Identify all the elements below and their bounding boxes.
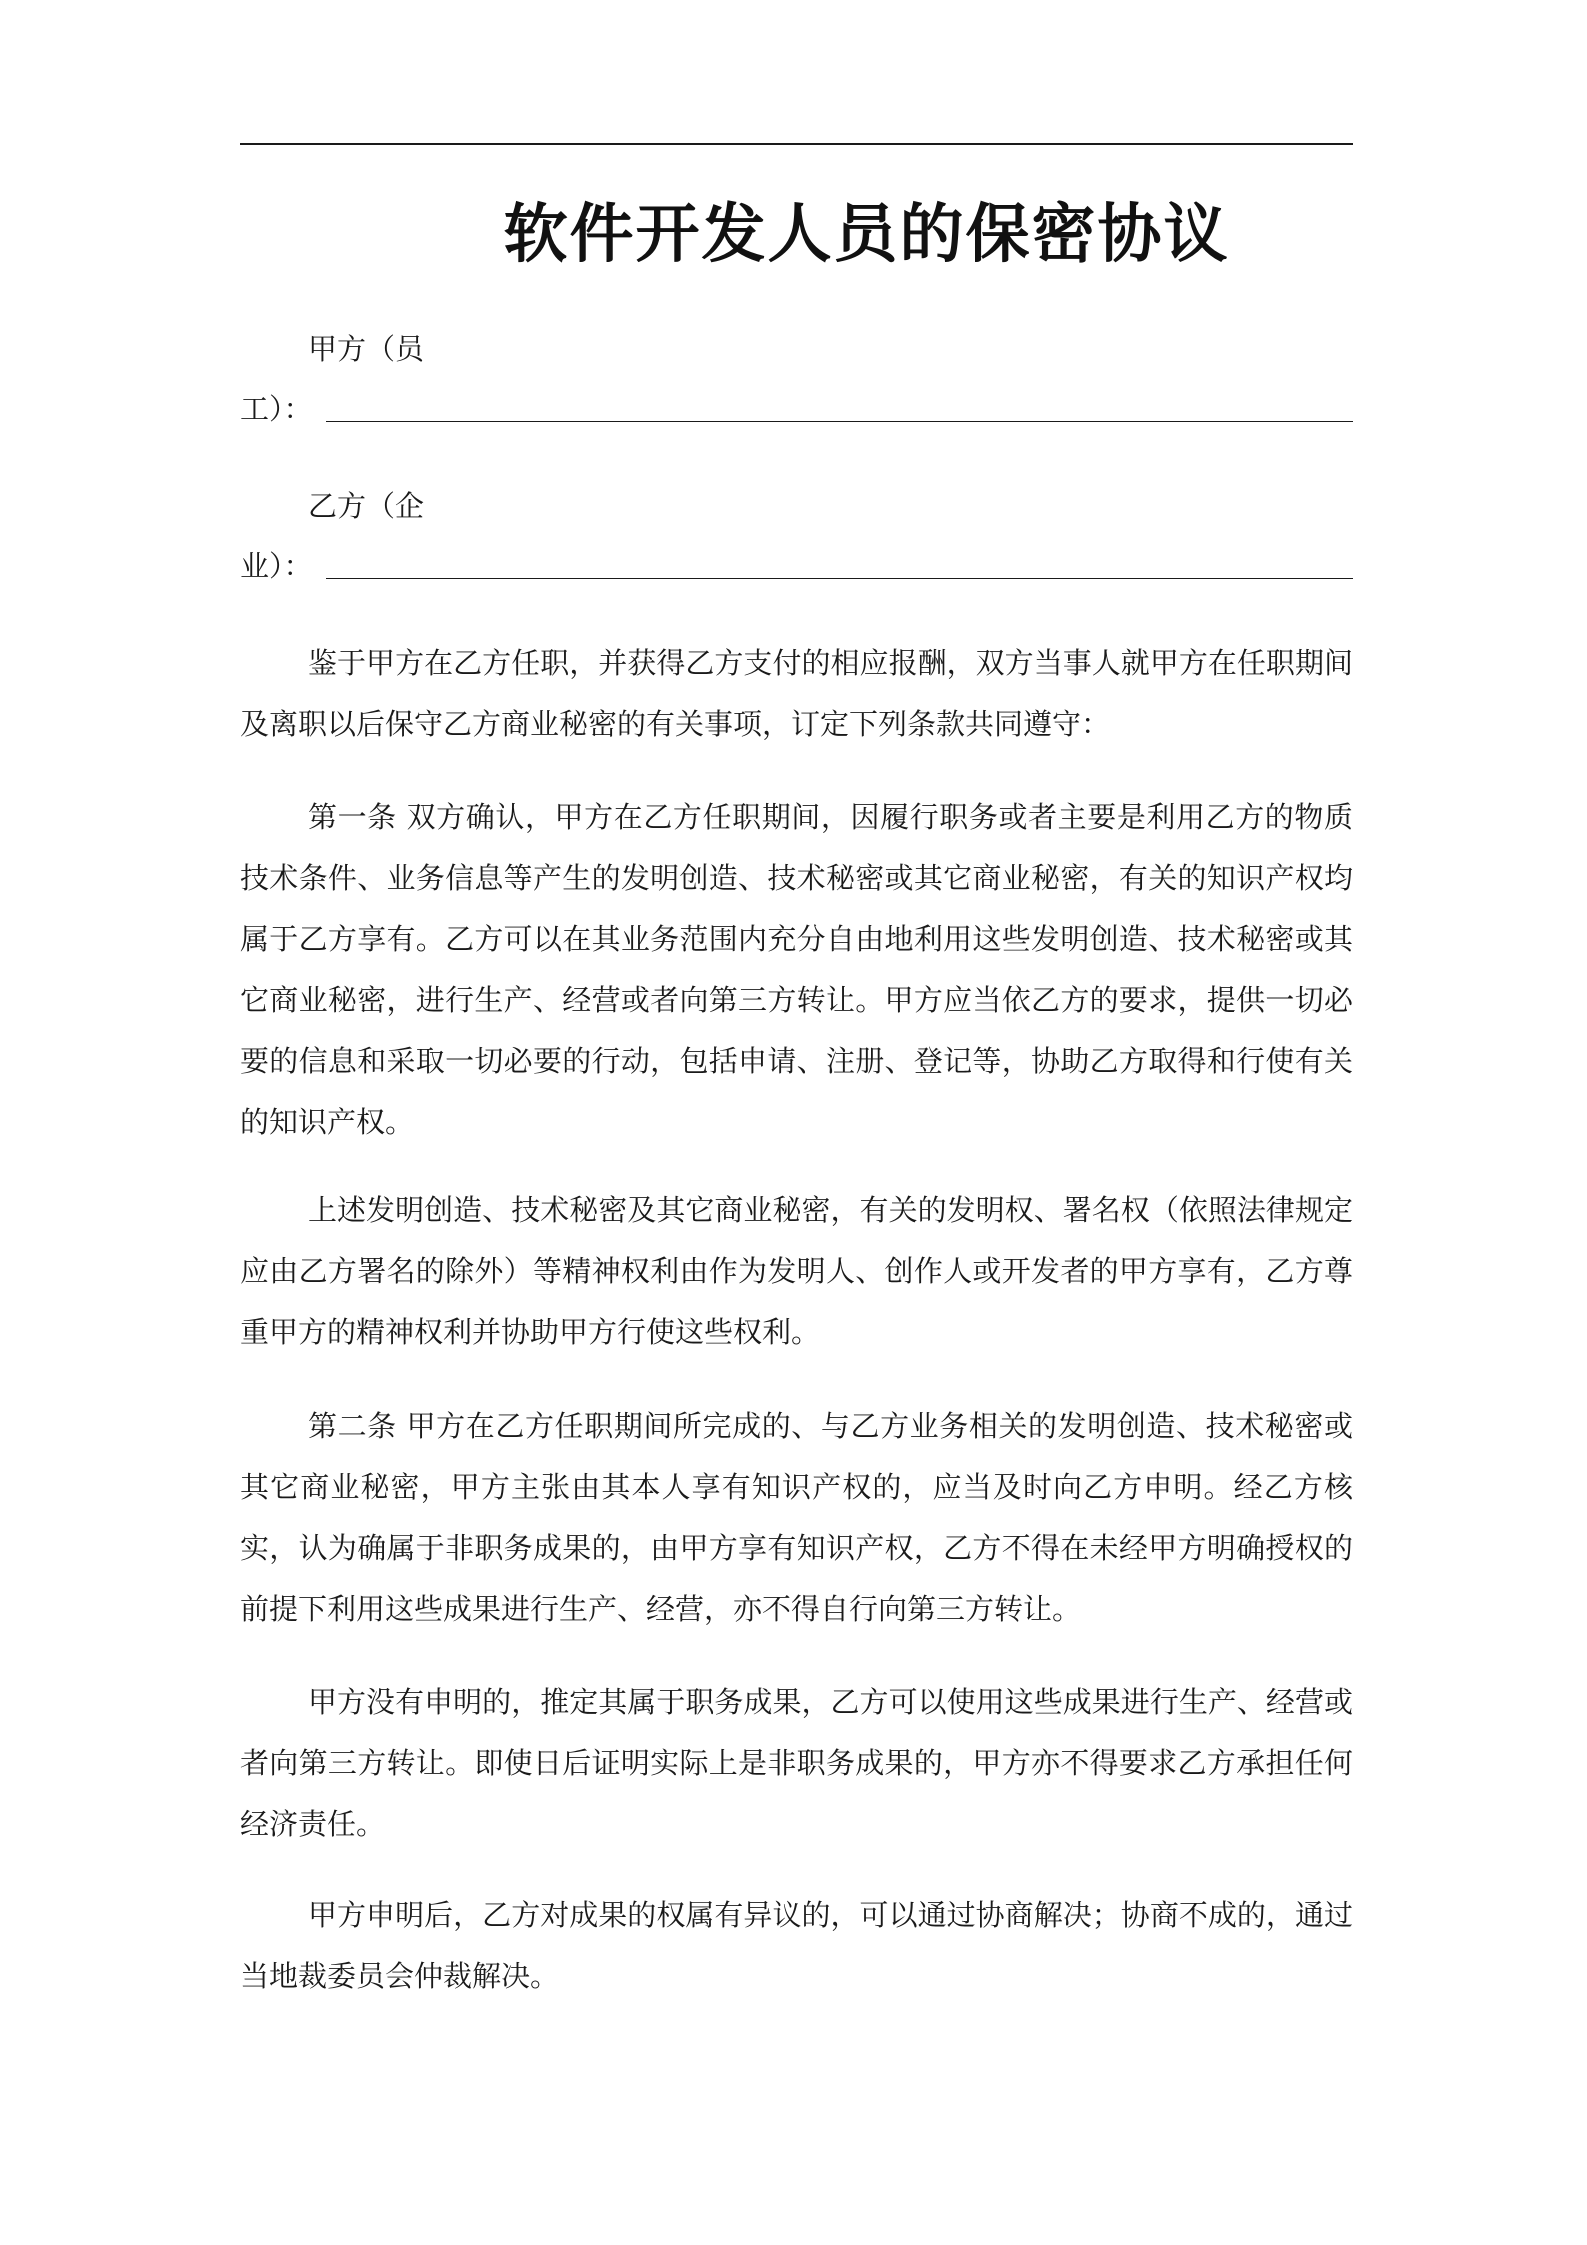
party-b-field <box>240 482 1353 612</box>
article-1-supplement-paragraph: 上述发明创造、技术秘密及其它商业秘密，有关的发明权、署名权（依照法律规定应由乙方署名的除外）等精神权利由作为发明人、创作人或开发者的甲方享有，乙方尊重甲方的精神权利并协助甲方行使这些权利。 <box>240 1193 1353 1349</box>
article-1-paragraph: 第一条 双方确认，甲方在乙方任职期间，因履行职务或者主要是利用乙方的物质技术条件、业务信息等产生的发明创造、技术秘密或其它商业秘密，有关的知识产权均属于乙方享有。乙方可以在其业务范围内充分自由地利用这些发明创造、技术秘密或其它商业秘密，进行生产、经营或者向第三方转让。甲方应当依乙方的要求，提供一切必要的信息和采取一切必要的行动，包括申请、注册、登记等，协助乙方取得和行使有关的知识产权。 <box>240 800 1353 1139</box>
article-2-default-paragraph: 甲方没有申明的，推定其属于职务成果，乙方可以使用这些成果进行生产、经营或者向第三方转让。即使日后证明实际上是非职务成果的，甲方亦不得要求乙方承担任何经济责任。 <box>240 1685 1353 1841</box>
party-a-blank-line[interactable] <box>326 421 1353 422</box>
party-b-label-line1: 乙方（企 <box>308 489 425 523</box>
header-rule <box>240 143 1353 145</box>
article-2-paragraph: 第二条 甲方在乙方任职期间所完成的、与乙方业务相关的发明创造、技术秘密或其它商业秘密，甲方主张由其本人享有知识产权的，应当及时向乙方申明。经乙方核实，认为确属于非职务成果的，由甲方享有知识产权，乙方不得在未经甲方明确授权的前提下利用这些成果进行生产、经营，亦不得自行向第三方转让。 <box>240 1409 1353 1626</box>
party-a-field <box>240 325 1353 455</box>
article-2-dispute-paragraph: 甲方申明后，乙方对成果的权属有异议的，可以通过协商解决；协商不成的，通过当地裁委员会仲裁解决。 <box>240 1898 1353 1993</box>
party-b-blank-line[interactable] <box>326 578 1353 579</box>
party-b-label-line2: 业）： <box>240 549 313 583</box>
party-a-label-line1: 甲方（员 <box>308 332 425 366</box>
preamble-paragraph: 鉴于甲方在乙方任职，并获得乙方支付的相应报酬，双方当事人就甲方在任职期间及离职以后保守乙方商业秘密的有关事项，订定下列条款共同遵守： <box>240 646 1353 741</box>
party-a-label-line2: 工）： <box>240 392 313 426</box>
document-title: 软件开发人员的保密协议 <box>503 198 1230 272</box>
